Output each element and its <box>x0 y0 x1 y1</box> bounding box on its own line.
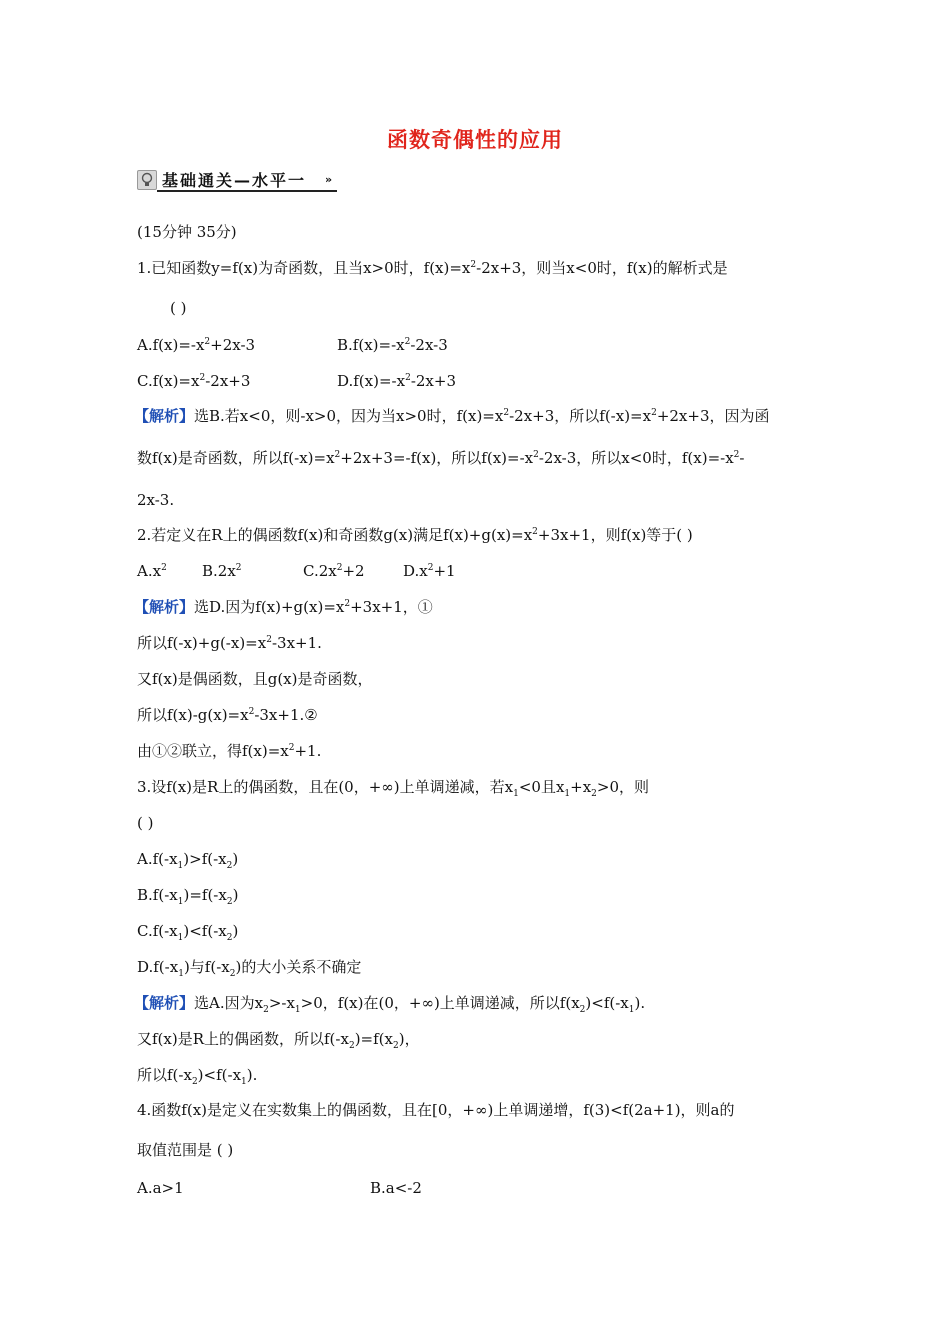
q2-solution-line3: 又f(x)是偶函数，且g(x)是奇函数， <box>137 670 373 688</box>
section-label: 基础通关—水平一 <box>162 171 307 190</box>
q2-option-b: $B.2x^2$ <box>202 562 242 580</box>
q3-option-a: $A.f(-x_1)>f(-x_2)$ <box>137 850 239 871</box>
q3-option-d: $D.f(-x_1)$与$f(-x_2)$的大小关系不确定 <box>137 958 362 979</box>
q2-option-d: $D.x^2+1$ <box>403 562 456 580</box>
q3-paren: ( ) <box>137 814 154 832</box>
lightbulb-icon <box>137 170 157 190</box>
q1-solution-line3: 2x-3. <box>137 491 175 509</box>
q3-solution-line2: 又f(x)是R上的偶函数，所以$f(-x_2)=f(x_2)$， <box>137 1030 420 1051</box>
q4-stem-line2: 取值范围是 ( ) <box>137 1141 234 1159</box>
q2-solution-line2: 所以$f(-x)+g(-x)=x^2-3x+1$. <box>137 634 322 652</box>
time-note: (15分钟 35分) <box>137 223 237 241</box>
page-title: 函数奇偶性的应用 <box>387 128 563 152</box>
q1-option-d: $D.f(x)=-x^2-2x+3$ <box>337 372 456 390</box>
q3-option-c: $C.f(-x_1)<f(-x_2)$ <box>137 922 239 943</box>
q1-option-c: $C.f(x)=x^2-2x+3$ <box>137 372 251 390</box>
section-banner <box>137 168 342 192</box>
q2-solution-line5: 由①②联立，得$f(x)=x^2+1$. <box>137 742 322 760</box>
q2-stem: 2.若定义在R上的偶函数f(x)和奇函数g(x)满足$f(x)+g(x)=x^2+3x+1$，则f(x)等于( ) <box>137 526 693 544</box>
q3-option-b: $B.f(-x_1)=f(-x_2)$ <box>137 886 239 907</box>
q1-option-a: $A.f(x)=-x^2+2x-3$ <box>137 336 256 354</box>
q2-option-a: $A.x^2$ <box>137 562 167 580</box>
q3-solution-line1: 【解析】选A.因为$x_2>-x_1>0$，f(x)在(0，+∞)上单调递减，所以$f(x_2)<f(-x_1)$. <box>134 994 646 1015</box>
q2-solution-line1: 【解析】选D.因为$f(x)+g(x)=x^2+3x+1$，① <box>134 598 433 616</box>
q3-solution-line3: 所以$f(-x_2)<f(-x_1)$. <box>137 1066 258 1087</box>
q3-stem: 3.设f(x)是R上的偶函数，且在(0，+∞)上单调递减，若$x_1<0$且$x_1+x_2>0$，则 <box>137 778 650 799</box>
analysis-tag: 【解析】 <box>134 407 195 425</box>
q1-solution-line1: 【解析】选B.若x<0，则-x>0，因为当x>0时，$f(x)=x^2-2x+3$，所以$f(-x)=x^2+2x+3$，因为函 <box>134 407 770 425</box>
double-arrow-icon: » <box>325 173 333 186</box>
q1-solution-line2: 数f(x)是奇函数，所以$f(-x)=x^2+2x+3=-f(x)$，所以$f(x)=-x^2-2x-3$，所以x<0时，$f(x)=-x^2-$ <box>137 449 745 467</box>
q4-option-a: A.a>1 <box>137 1179 184 1197</box>
q4-option-b: B.a<-2 <box>370 1179 422 1197</box>
q4-stem: 4.函数f(x)是定义在实数集上的偶函数，且在[0，+∞)上单调递增，f(3)<f(2a+1)，则a的 <box>137 1101 735 1119</box>
section-underline <box>157 190 337 192</box>
q2-option-c: $C.2x^2+2$ <box>303 562 365 580</box>
q1-paren: ( ) <box>170 299 187 317</box>
q1-stem: 1.已知函数y=f(x)为奇函数，且当x>0时，$f(x)=x^2-2x+3$，则当x<0时，f(x)的解析式是 <box>137 259 728 277</box>
q2-solution-line4: 所以$f(x)-g(x)=x^2-3x+1.②$ <box>137 706 318 724</box>
q1-option-b: $B.f(x)=-x^2-2x-3$ <box>337 336 448 354</box>
